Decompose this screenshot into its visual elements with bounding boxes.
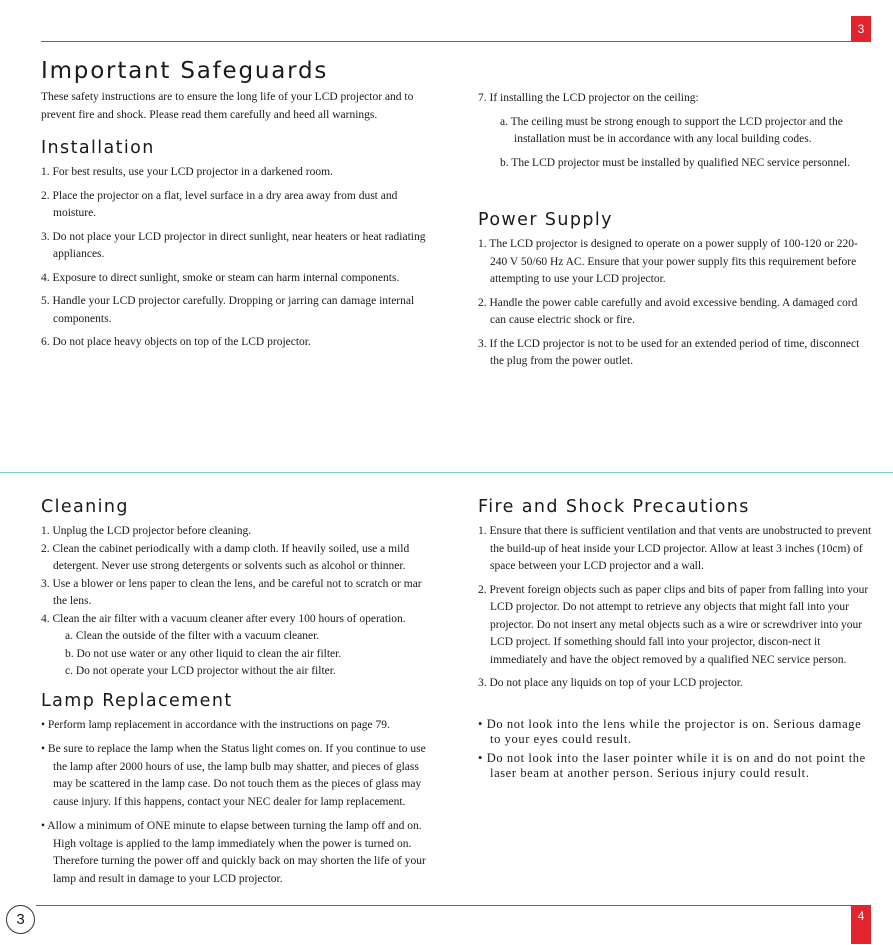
page-title: Important Safeguards xyxy=(41,58,329,84)
list-item: 6. Do not place heavy objects on top of the LCD projector. xyxy=(41,336,311,348)
installation-heading: Installation xyxy=(41,138,155,158)
fire-shock-list xyxy=(478,523,873,693)
list-item: c. Do not operate your LCD projector without the air filter. xyxy=(65,665,336,677)
top-rule xyxy=(41,41,853,42)
list-item: 1. Ensure that there is sufficient ventilation and that vents are unobstructed to prevent the build-up of heat inside your LCD projector. Allow at least 3 inches (10cm) of space between your LCD projector and a wall. xyxy=(478,525,872,572)
list-item: 2. Clean the cabinet periodically with a damp cloth. If heavily soiled, use a mild detergent. Never use strong detergents or solvents such as alcohol or thinner. xyxy=(41,542,410,572)
list-item: 5. Handle your LCD projector carefully. Dropping or jarring can damage internal components. xyxy=(41,295,415,325)
page-divider xyxy=(0,472,893,473)
warning-list xyxy=(478,717,873,782)
lamp-replacement-list xyxy=(41,717,436,889)
intro-text: These safety instructions are to ensure the long life of your LCD projector and to prevent fire and shock. Please read them carefully and heed all warnings. xyxy=(41,91,414,121)
warning-item: • Do not look into the lens while the projector is on. Serious damage to your eyes could result. xyxy=(478,716,862,746)
installation-list xyxy=(41,164,436,352)
list-item: 2. Place the projector on a flat, level surface in a dry area away from dust and moisture. xyxy=(41,189,398,219)
list-item: a. The ceiling must be strong enough to support the LCD projector and the installation must be in accordance with any local building codes. xyxy=(500,115,843,145)
top-right-column xyxy=(478,90,873,377)
installation-item-7: 7. If installing the LCD projector on the ceiling: xyxy=(478,92,699,104)
ceiling-sublist xyxy=(500,114,873,173)
list-item: 3. If the LCD projector is not to be used for an extended period of time, disconnect the plug from the power outlet. xyxy=(478,337,860,367)
warning-item: • Do not look into the laser pointer while it is on and do not point the laser beam at another person. Serious injury could result. xyxy=(478,750,866,780)
list-item: 2. Handle the power cable carefully and avoid excessive bending. A damaged cord can cause electric shock or fire. xyxy=(478,296,858,326)
list-item: 3. Use a blower or lens paper to clean the lens, and be careful not to scratch or mar the lens. xyxy=(41,577,422,607)
list-item: 4. Exposure to direct sunlight, smoke or steam can harm internal components. xyxy=(41,271,400,284)
list-item: 2. Prevent foreign objects such as paper clips and bits of paper from falling into your LCD projector. Do not attempt to retrieve any objects that might fall into your projector. Do not insert any metal objects such as a wire or screwdriver into your LCD project. If something should fall into your projector, discon-nect it immediately and have the object removed by a qualified NEC service person. xyxy=(478,583,869,666)
bottom-rule xyxy=(36,905,852,906)
cleaning-list xyxy=(41,523,436,628)
list-item: • Perform lamp replacement in accordance with the instructions on page 79. xyxy=(41,718,390,731)
list-item: 1. Unplug the LCD projector before cleaning. xyxy=(41,525,252,537)
lamp-replacement-heading: Lamp Replacement xyxy=(41,690,233,711)
power-supply-heading: Power Supply xyxy=(478,210,613,230)
list-item: 1. The LCD projector is designed to operate on a power supply of 100-120 or 220-240 V 50/60 Hz AC. Ensure that your power supply fits this requirement before attempting to use your LCD projector. xyxy=(478,238,858,285)
list-item: 1. For best results, use your LCD projector in a darkened room. xyxy=(41,166,333,178)
list-item: 4. Clean the air filter with a vacuum cleaner after every 100 hours of operation. xyxy=(41,612,406,625)
page-number-circle: 3 xyxy=(6,905,35,934)
list-item: 3. Do not place any liquids on top of your LCD projector. xyxy=(478,677,743,689)
bottom-left-column xyxy=(41,495,436,895)
cleaning-heading: Cleaning xyxy=(41,497,129,517)
page-number-tab-bottom: 4 xyxy=(851,905,871,944)
bottom-right-column xyxy=(478,495,873,785)
fire-shock-heading: Fire and Shock Precautions xyxy=(478,497,750,517)
top-left-column xyxy=(41,56,436,358)
page-number-tab-top: 3 xyxy=(851,16,871,42)
list-item: b. The LCD projector must be installed by qualified NEC service personnel. xyxy=(500,156,851,169)
list-item: • Allow a minimum of ONE minute to elapse between turning the lamp off and on. High voltage is applied to the lamp immediately when the power is turned on. Therefore turning the power off and quickly back on may shorten the life of your lamp and result in damage to your LCD projector. xyxy=(41,820,426,885)
list-item: a. Clean the outside of the filter with a vacuum cleaner. xyxy=(65,630,320,642)
power-supply-list xyxy=(478,236,873,371)
cleaning-sublist xyxy=(41,628,436,681)
list-item: • Be sure to replace the lamp when the Status light comes on. If you continue to use the lamp after 2000 hours of use, the lamp bulb may shatter, and pieces of glass may be scattered in the lamp case. Do not touch them as the pieces of glass may cause injury. If this happens, contact your NEC dealer for lamp replacement. xyxy=(41,743,426,808)
list-item: 3. Do not place your LCD projector in direct sunlight, near heaters or heat radiating appliances. xyxy=(41,230,426,260)
list-item: b. Do not use water or any other liquid to clean the air filter. xyxy=(65,647,342,660)
